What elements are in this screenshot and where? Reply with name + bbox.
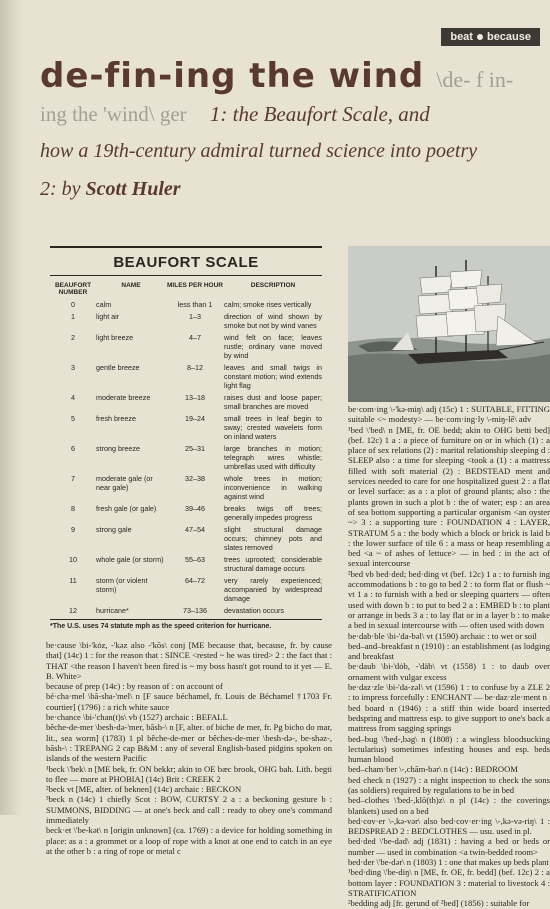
wind-speed: 13–18 bbox=[185, 393, 205, 402]
header-mph: MILES PER HOUR bbox=[167, 282, 223, 289]
beaufort-number: 5 bbox=[71, 414, 75, 423]
wind-speed: 73–136 bbox=[183, 606, 207, 615]
beaufort-number: 10 bbox=[69, 555, 77, 564]
dictionary-entry: be·chance \bi-'chan(t)s\ vb (1527) archaic : BEFALL bbox=[46, 712, 228, 723]
beaufort-number: 7 bbox=[71, 474, 75, 483]
dictionary-entry: ¹bed·ding \'be-diŋ\ n [ME, fr. OE, fr. bedd] (bef. 12c) 2 : a bottom layer : FOUNDATION 3 : material to livestock 4 : STRATIFICATION bbox=[348, 867, 550, 898]
wind-speed: 64–72 bbox=[185, 576, 205, 585]
tag-left-word: beat bbox=[450, 31, 473, 43]
beaufort-row bbox=[50, 312, 322, 330]
table-header-row bbox=[50, 276, 322, 300]
dictionary-entry: be·com·ing \-'kə-miŋ\ adj (15c) 1 : SUITABLE, FITTING suitable <~ modesty> — be·com·ing·ly \-miŋ-lē\ adv bbox=[348, 404, 550, 425]
wind-description: leaves and small twigs in constant motion; wind extends light flag bbox=[224, 363, 322, 390]
title-line-1 bbox=[40, 56, 513, 96]
headword-pronunciation: \de- f in- bbox=[436, 67, 514, 92]
dictionary-column-left bbox=[46, 640, 332, 856]
beaufort-row bbox=[50, 363, 322, 390]
wind-speed: 1–3 bbox=[189, 312, 201, 321]
beaufort-row bbox=[50, 474, 322, 501]
dictionary-entry: bed·der \'be-dər\ n (1803) 1 : one that makes up beds plant bbox=[348, 857, 549, 868]
dictionary-entry: bed–clothes \'bed-,klō(th)z\ n pl (14c) : the coverings blankets) used on a bed bbox=[348, 795, 550, 816]
headword: de-fin-ing the wind bbox=[40, 56, 425, 96]
dictionary-entry: bed–bug \'bed-,bəg\ n (1808) : a wingless bloodsucking lectularius) sometimes infesting houses and esp. beds human blood bbox=[348, 733, 550, 765]
wind-speed: 39–46 bbox=[185, 504, 205, 513]
beaufort-row bbox=[50, 333, 322, 360]
beaufort-number: 4 bbox=[71, 393, 75, 402]
dictionary-entry: bed·cov·er \-,kə-vər\ also bed·cov·er·ing \-,kə-və-riŋ\ 1 : BEDSPREAD 2 : BEDCLOTHES — usu. used in pl. bbox=[348, 815, 550, 837]
wind-description: very rarely experienced; accompanied by widespread damage bbox=[224, 576, 322, 603]
beaufort-row bbox=[50, 525, 322, 552]
wind-description: wind felt on face; leaves rustle; ordinary vane moved by wind bbox=[224, 333, 322, 360]
wind-name: hurricane* bbox=[96, 606, 129, 615]
wind-description: trees uprooted; considerable structural damage occurs bbox=[224, 555, 322, 573]
wind-description: devastation occurs bbox=[224, 606, 284, 615]
header-description: DESCRIPTION bbox=[250, 282, 296, 289]
wind-name: storm (or violent storm) bbox=[96, 576, 148, 594]
wind-name: strong breeze bbox=[96, 444, 140, 453]
dictionary-entry: ²beck vt [ME, alter. of beknen] (14c) archaic : BECKON bbox=[46, 784, 242, 795]
dictionary-entry: be·daz·zle \bi-'da-zəl\ vt (1596) 1 : to confuse by a ZLE 2 : to impress forcefully : ENCHANT — be·daz·zle·ment n bbox=[348, 682, 550, 703]
beaufort-number: 6 bbox=[71, 444, 75, 453]
title-line-2 bbox=[40, 102, 430, 127]
header-tag bbox=[441, 28, 540, 46]
dictionary-entry: bed–and–breakfast n (1910) : an establishment (as lodging and breakfast bbox=[348, 640, 550, 662]
ship-illustration-svg bbox=[348, 246, 550, 402]
dictionary-entry: ¹bed \'bed\ n [ME, fr. OE bedd; akin to OHG betti bed] (bef. 12c) 1 a : a piece of furniture on or in which (1) : a place of sex relations (2) : marital relationship sleeping d : SLEEP also : a time for sleeping <took a (1) : a mattress filled with soft material (2) : BEDSTEAD ment and services needed to care for one hospitalized guest 2 : a flat or level surface: as a : a plot of ground plants; also : the plants grown in such a plot b : the of water; esp : an area of sea bottom supporting a particular organism <an oyster ~> 3 : a supporting ture : FOUNDATION 4 : LAYER, STRATUM 5 a : the body which a block or brick is laid b : the lower surface of tile 6 : a mass or heap resembling a bed <a ~ of ashes of lettuce> — in bed : in the act of sexual intercourse bbox=[348, 424, 550, 569]
dictionary-entry: ²bed vb bed·ded; bed·ding vt (bef. 12c) 1 a : to furnish ing accommodations b : to go to bed 2 : to form flat or flush ~ vt 1 a : to furnish with a bed or sleeping quarters — often used with down b : to put to bed 2 a : EMBED b : to plant or arrange in beds 3 a : to lay flat or in a layer b : to make a bed in sexual intercourse with — often used with down bbox=[348, 568, 550, 631]
dictionary-entry: because of prep (14c) : by reason of : on account of bbox=[46, 681, 223, 692]
wind-speed: 4–7 bbox=[189, 333, 201, 342]
wind-speed: 25–31 bbox=[185, 444, 205, 453]
beaufort-number: 2 bbox=[71, 333, 75, 342]
wind-speed: less than 1 bbox=[177, 300, 213, 309]
dictionary-entry: be·cause \bi-'kȯz, -'kəz also -'kōs\ conj [ME because that, because, fr. by cause that] (14c) 1 : for the reason that : SINCE <rested ~ he was tired> 2 : the fact that : THAT <the reason I haven't been fired is ~ my boss hasn't got round to it yet — E. B. White> bbox=[46, 640, 332, 681]
table-footnote: *The U.S. uses 74 statute mph as the speed criterion for hurricane. bbox=[50, 619, 322, 630]
beaufort-row bbox=[50, 414, 322, 441]
dictionary-entry: ¹beck \'bek\ n [ME bek, fr. ON bekkr; akin to OE bæc brook, OHG bah. Lith. begti to flee — more at PHOBIA] (14c) Brit : CREEK 2 bbox=[46, 763, 332, 784]
table-title: BEAUFORT SCALE bbox=[50, 248, 322, 276]
wind-speed: 47–54 bbox=[185, 525, 205, 534]
tag-right-word: because bbox=[486, 31, 531, 43]
wind-name: moderate breeze bbox=[96, 393, 151, 402]
wind-speed: 32–38 bbox=[185, 474, 205, 483]
beaufort-row bbox=[50, 444, 322, 471]
beaufort-number: 1 bbox=[71, 312, 75, 321]
beaufort-row bbox=[50, 555, 322, 573]
wind-description: calm; smoke rises vertically bbox=[224, 300, 312, 309]
wind-name: fresh gale (or gale) bbox=[96, 504, 157, 513]
wind-speed: 8–12 bbox=[187, 363, 203, 372]
wind-name: light breeze bbox=[96, 333, 134, 342]
dictionary-entry: bêche-de-mer \besh-də-'mer, bāsh-\ n [F, alter. of biche de mer, fr. Pg bicho do mar, lit., sea worm] (1783) 1 pl bêche-de-mer or bêches-de-mer \besh-də-, be-shəz-, bāsh-\ : TREPANG 2 cap B&M : any of several English-based pidgins spoken on islands of the western Pacific bbox=[46, 722, 332, 764]
beaufort-number: 0 bbox=[71, 300, 75, 309]
table-body bbox=[50, 300, 322, 615]
wind-description: whole trees in motion; inconvenience in walking against wind bbox=[224, 474, 322, 501]
sailing-ship-illustration bbox=[348, 246, 550, 402]
header-name: NAME bbox=[121, 282, 141, 289]
dictionary-entry: bed–cham·ber \-,chām-bər\ n (14c) : BEDROOM bbox=[348, 764, 518, 775]
beaufort-number: 11 bbox=[69, 576, 77, 585]
wind-speed: 19–24 bbox=[185, 414, 205, 423]
beaufort-row bbox=[50, 504, 322, 522]
page-binding-shadow bbox=[0, 0, 22, 815]
wind-name: fresh breeze bbox=[96, 414, 136, 423]
wind-description: raises dust and loose paper; small branches are moved bbox=[224, 393, 322, 411]
dictionary-entry: beck·et \'be-kət\ n [origin unknown] (ca. 1769) : a device for holding something in place: as a : a grommet or a loop of rope with a knot at one end to catch in an eye at the other b : a ring of rope or metal c bbox=[46, 825, 332, 856]
byline-prefix: 2: by bbox=[40, 178, 81, 200]
subtitle-part-2: how a 19th-century admiral turned science into poetry bbox=[40, 140, 478, 162]
wind-description: breaks twigs off trees; generally impedes progress bbox=[224, 504, 322, 522]
wind-description: small trees in leaf begin to sway; crested wavelets form on inland waters bbox=[224, 414, 322, 441]
header-number: BEAUFORT NUMBER bbox=[54, 282, 92, 296]
wind-description: large branches in motion; telegraph wires whistle; umbrellas used with difficulty bbox=[224, 444, 322, 471]
beaufort-number: 12 bbox=[69, 606, 77, 615]
pronunciation-continued: ing the 'wind\ ger bbox=[40, 102, 187, 126]
wind-name: gentle breeze bbox=[96, 363, 140, 372]
beaufort-number: 3 bbox=[71, 363, 75, 372]
dictionary-entry: ³beck n (14c) 1 chiefly Scot : BOW, CURTSY 2 a : a beckoning gesture b : SUMMONS, BIDDING — at one's beck and call : ready to obey one's command immediately bbox=[46, 794, 332, 826]
dictionary-entry: ²bedding adj [fr. gerund of ²bed] (1856) : suitable for bbox=[348, 898, 530, 909]
author-name: Scott Huler bbox=[85, 178, 181, 200]
wind-description: slight structural damage occurs; chimney pots and slates removed bbox=[224, 525, 322, 552]
wind-name: strong gale bbox=[96, 525, 132, 534]
dictionary-entry: bed check n (1927) : a night inspection to check the sons (as soldiers) required by regulations to be in bed bbox=[348, 774, 550, 795]
wind-name: moderate gale (or near gale) bbox=[96, 474, 153, 492]
beaufort-row bbox=[50, 300, 322, 309]
beaufort-row bbox=[50, 606, 322, 615]
beaufort-number: 8 bbox=[71, 504, 75, 513]
dictionary-entry: bed board n (1946) : a stiff thin wide board inserted bedspring and mattress esp. to give support to one's back a mattress from sagging springs bbox=[348, 702, 550, 734]
beaufort-number: 9 bbox=[71, 525, 75, 534]
wind-name: light air bbox=[96, 312, 120, 321]
byline bbox=[40, 178, 181, 201]
dictionary-entry: be·daub \bi-'dȯb, -'däb\ vt (1558) 1 : to daub over ornament with vulgar excess bbox=[348, 661, 550, 682]
wind-name: whole gale (or storm) bbox=[96, 555, 164, 564]
beaufort-scale-table bbox=[50, 246, 322, 630]
beaufort-row bbox=[50, 393, 322, 411]
dictionary-column-right bbox=[348, 404, 550, 909]
dictionary-entry: bed·ded \'be-dəd\ adj (1831) : having a bed or beds or number — used in combination <a twin-bedded room> bbox=[348, 836, 550, 857]
wind-speed: 55–63 bbox=[185, 555, 205, 564]
dictionary-entry: bé·cha·mel \bā-sha-'mel\ n [F sauce béchamel, fr. Louis de Béchamel †1703 Fr. courtier] (1796) : a rich white sauce bbox=[46, 691, 332, 712]
wind-name: calm bbox=[96, 300, 112, 309]
wind-description: direction of wind shown by smoke but not by wind vanes bbox=[224, 312, 322, 330]
subtitle-part-1: 1: the Beaufort Scale, and bbox=[209, 102, 430, 126]
bullet-dot-icon bbox=[477, 34, 483, 40]
dictionary-entry: be·dab·ble \bi-'da-bəl\ vt (1590) archaic : to wet or soil bbox=[348, 630, 537, 641]
beaufort-row bbox=[50, 576, 322, 603]
